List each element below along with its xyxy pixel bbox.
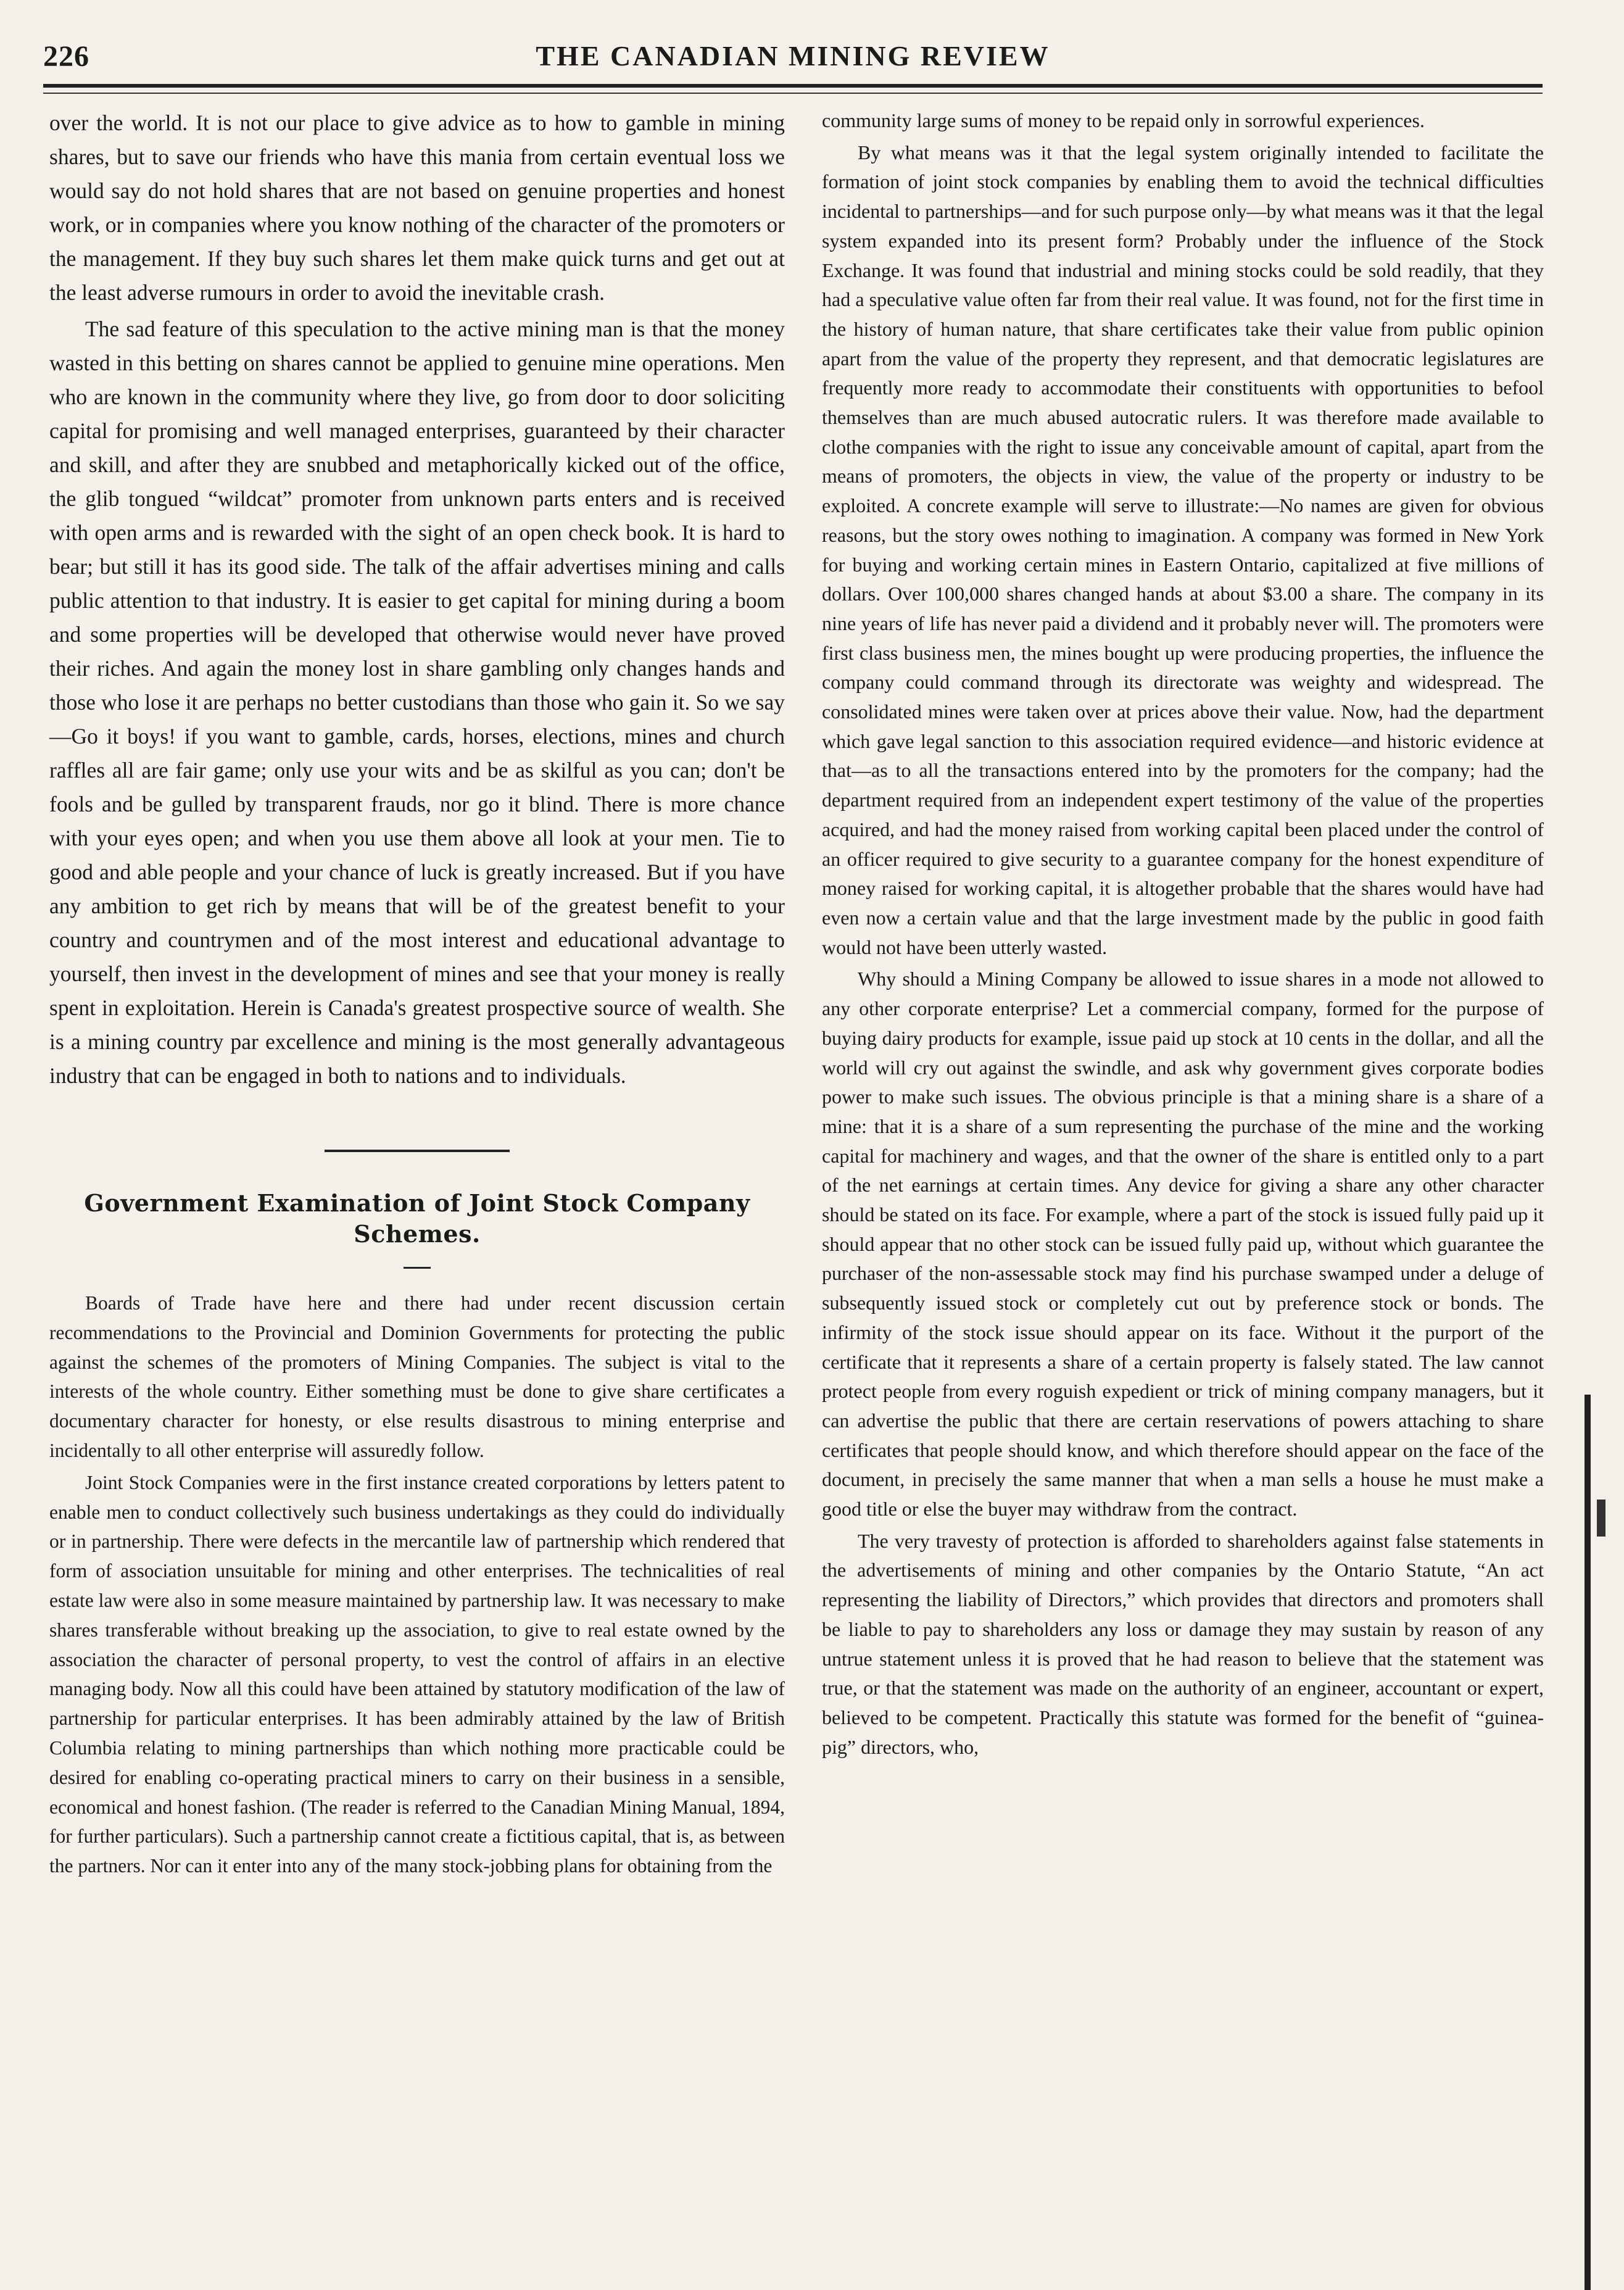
right-column (822, 106, 1544, 1762)
paragraph: By what means was it that the legal system originally intended to facilitate the formation of joint stock companies by enabling them to avoid the technical difficulties incidental to partnerships—and for such purpose only—by what means was it that the legal system expanded into its present form? Probably under the influence of the Stock Exchange. It was found that industrial and mining stocks could be sold readily, that they had a speculative value often far from their real value. It was found, not for the first time in the history of human nature, that share certificates take their value from public opinion apart from the value of the property they represent, and that democratic legislatures are frequently more ready to accommodate their constituents with opportunities to befool themselves than are much abused autocratic rulers. It was therefore made available to clothe companies with the right to issue any conceivable amount of capital, apart from the means of promoters, the objects in view, the value of the property or industry to be exploited. A concrete example will serve to illustrate:—No names are given for obvious reasons, but the story owes nothing to imagination. A company was formed in New York for buying and working certain mines in Eastern Ontario, capitalized at five millions of dollars. Over 100,000 shares changed hands at about $3.00 a share. The company in its nine years of life has never paid a dividend and it probably never will. The promoters were first class business men, the mines bought up were producing properties, the influence the company could command through its directorate was weighty and widespread. The consolidated mines were taken over at prices above their value. Now, had the department which gave legal sanction to this association required evidence—and historic evidence at that—as to all the transactions entered into by the promoters for the company; had the department required from an independent expert testimony of the value of the properties acquired, and had the money raised from working capital been placed under the control of an officer required to give security to a guarantee company for the honest expenditure of money raised for working capital, it is altogether probable that the shares would have had even now a certain value and that the large investment made by the public in good faith would not have been utterly wasted. (822, 141, 1544, 958)
section-divider (325, 1150, 510, 1152)
paragraph: The very travesty of protection is afforded to shareholders against false statements in the advertisements of mining and other companies by the Ontario Statute, “An act representing the liability of Directors,” which provides that directors and promoters shall be liable to pay to shareholders any loss or damage they may sustain by reason of any untrue statement unless it is proved that he had reason to believe that the statement was true, or that the statement was made on the authority of an engineer, accountant or expert, believed to be competent. Practically this statute was formed for the benefit of “guinea-pig” directors, who, (822, 1529, 1544, 1758)
paragraph: Joint Stock Companies were in the first instance created corporations by letters patent to enable men to conduct collectively such business undertakings as they could do individually or in partnership. There were defects in the mercantile law of partnership which rendered that form of association unsuitable for mining and other enterprises. The technicalities of real estate law were also in some measure maintained by partnership law. It was necessary to make shares transferable without breaking up the association, to give to real estate owned by the association the character of personal property, to vest the control of affairs in an elective managing body. Now all this could have been attained by statutory modification of the law of partnership for particular enterprises. It has been admirably attained by the law of British Columbia relating to mining partnerships than which nothing more practicable could be desired for enabling co-operating practical miners to carry on their business in a sensible, economical and honest fashion. (The reader is referred to the Canadian Mining Manual, 1894, for further particulars). Such a partnership cannot create a fictitious capital, that is, as between the partners. Nor can it enter into any of the many stock-jobbing plans for obtaining from the (49, 1471, 785, 1877)
running-header (43, 36, 1543, 79)
paragraph: The sad feature of this speculation to the active mining man is that the money wasted in this betting on shares cannot be applied to genuine mine operations. Men who are known in the community where they live, go from door to door soliciting capital for promising and well managed enterprises, guaranteed by their character and skill, and after they are snubbed and metaphorically kicked out of the office, the glib tongued “wildcat” promoter from unknown parts enters and is received with open arms and is rewarded with the sight of an open check book. It is hard to bear; but still it has its good side. The talk of the affair advertises mining and calls public attention to that industry. It is easier to get capital for mining during a boom and some properties will be developed that otherwise would never have proved their riches. And again the money lost in share gambling only changes hands and those who lose it are perhaps no better custodians than those who gain it. So we say—Go it boys! if you want to gamble, cards, horses, elections, mines and church raffles all are fair game; only use your wits and be as skilful as you can; don't be fools and be gulled by transparent frauds, nor go it blind. There is more chance with your eyes open; and when you use them above all look at your men. Tie to good and able people and your chance of luck is greatly increased. But if you have any ambition to get rich by means that will be of the greatest benefit to your country and countrymen and of the most interest and educational advantage to yourself, then invest in the development of mines and see that your money is really spent in exploitation. Herein is Canada's greatest prospective source of wealth. She is a mining country par excellence and mining is the most generally advantageous industry that can be engaged in both to nations and to individuals. (49, 317, 785, 1088)
paragraph: Boards of Trade have here and there had under recent discussion certain recommendations to the Provincial and Dominion Governments for protecting the public against the schemes of the promoters of Mining Companies. The subject is vital to the interests of the whole country. Either something must be done to give share certificates a documentary character for honesty, or else results disastrous to mining enterprise and incidentally to all other enterprise will assuredly follow. (49, 1292, 785, 1461)
section-heading: Government Examination of Joint Stock Company Schemes. (84, 1189, 750, 1248)
header-rule-thin (43, 93, 1543, 94)
publication-title: THE CANADIAN MINING REVIEW (536, 40, 1050, 72)
paragraph: Why should a Mining Company be allowed to issue shares in a mode not allowed to any other corporate enterprise? Let a commercial company, formed for the purpose of buying dairy products for example, issue paid up stock at 10 cents in the dollar, and all the world will cry out against the swindle, and ask why government gives corporate bodies power to make such issues. The obvious principle is that a mining share is a share of a mine: that it is a share of a sum representing the purchase of the mine and the working capital for machinery and wages, and that the owner of the share is entitled only to a part of the net earnings at certain times. Any device for giving a share any other character should be stated on its face. For example, where a part of the stock is issued fully paid up it should appear that no other stock can be issued fully paid up, without which guarantee the purchaser of the non-assessable stock may find his purchase swamped under a deluge of subsequently issued stock or completely cut out by preference stock or bonds. The infirmity of the stock issue should appear on its face. Without it the purport of the certificate that it represents a share of a certain property is falsely stated. The law cannot protect people from every roguish expedient or trick of mining company managers, but it can advertise the public that there are certain reservations of powers attaching to share certificates that people should know, and which therefore should appear on the face of the document, in precisely the same manner that when a man sells a house he must make a good title or else the buyer may withdraw from the contract. (822, 968, 1544, 1520)
page-number: 226 (43, 40, 89, 73)
scan-edge-bar (1585, 1395, 1591, 2290)
header-rule-thick (43, 84, 1543, 88)
scan-edge-mark (1597, 1500, 1605, 1537)
left-column (49, 106, 785, 1881)
paragraph: over the world. It is not our place to give advice as to how to gamble in mining shares, but to save our friends who have this mania from certain eventual loss we would say do not hold shares that are not based on genuine properties and honest work, or in companies where you know nothing of the character of the promoters or the management. If they buy such shares let them make quick turns and get out at the least adverse rumours in order to avoid the inevitable crash. (49, 110, 785, 305)
heading-dash (404, 1267, 431, 1269)
paragraph: community large sums of money to be repaid only in sorrowful experiences. (822, 109, 1425, 131)
